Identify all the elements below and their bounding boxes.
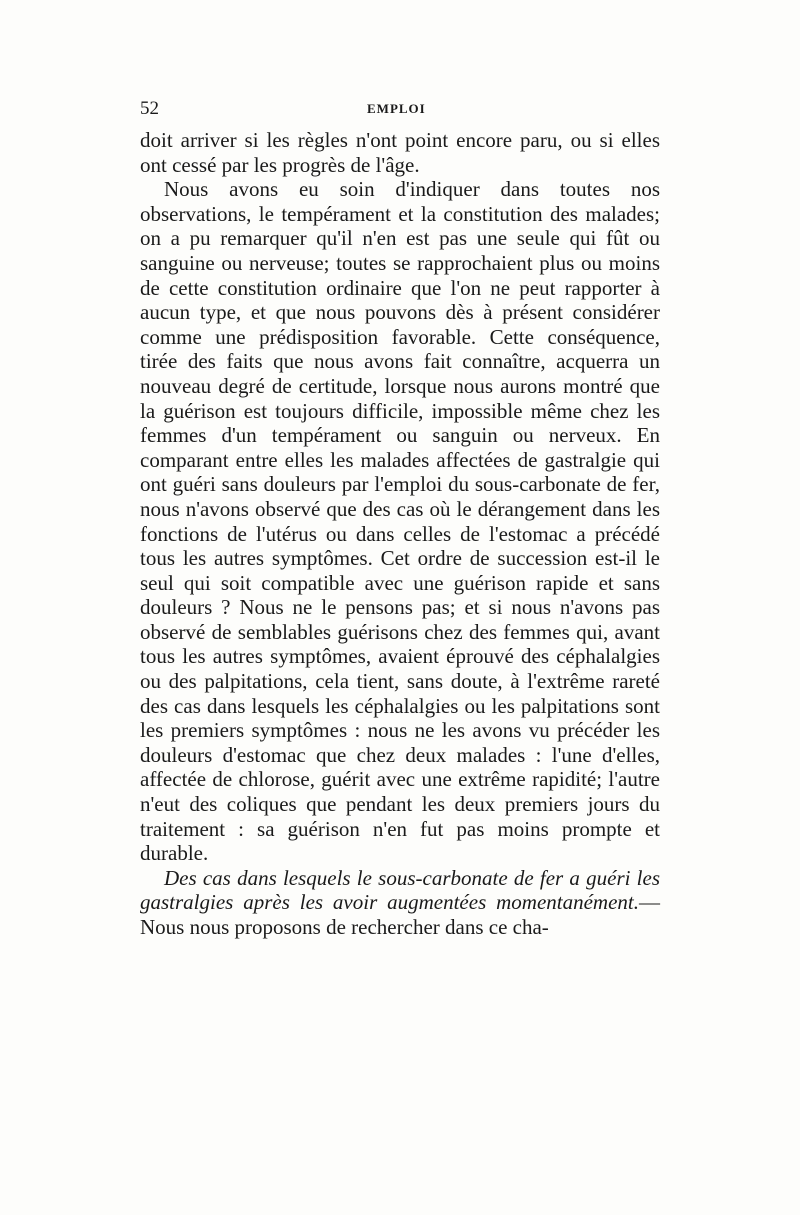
section-heading-italic: Des cas dans lesquels le sous-carbonate de fer a guéri les gastralgies après les avoir augmentées momentanément.	[140, 865, 660, 915]
paragraph-continuation: doit arriver si les règles n'ont point encore paru, ou si elles ont cessé par les progrès de l'âge.	[140, 128, 660, 177]
paragraph-observations: Nous avons eu soin d'indiquer dans toutes nos observations, le tempérament et la constitution des malades; on a pu remarquer qu'il n'en est pas une seule qui fût ou sanguine ou nerveuse; toutes se rapprochaient plus ou moins de cette constitution ordinaire que l'on ne peut rapporter à aucun type, et que nous pouvons dès à présent considérer comme une prédisposition favorable. Cette conséquence, tirée des faits que nous avons fait connaître, acquerra un nouveau degré de certitude, lorsque nous aurons montré que la guérison est toujours difficile, impossible même chez les femmes d'un tempérament ou sanguin ou nerveux. En comparant entre elles les malades affectées de gastralgie qui ont guéri sans douleurs par l'emploi du sous-carbonate de fer, nous n'avons observé que des cas où le dérangement dans les fonctions de l'utérus ou dans celles de l'estomac a précédé tous les autres symptômes. Cet ordre de succession est-il le seul qui soit compatible avec une guérison rapide et sans douleurs ? Nous ne le pensons pas; et si nous n'avons pas observé de semblables guérisons chez des femmes qui, avant tous les autres symptômes, avaient éprouvé des céphalalgies ou des palpitations, cela tient, sans doute, à l'extrême rareté des cas dans lesquels les céphalalgies ou les palpitations sont les premiers symptômes : nous ne les avons vu précéder les douleurs d'estomac que chez deux malades : l'une d'elles, affectée de chlorose, guérit avec une extrême rapidité; l'autre n'eut des coliques que pendant les deux premiers jours du traitement : sa guérison n'en fut pas moins prompte et durable.	[140, 177, 660, 866]
paragraph-section-start	[140, 866, 660, 940]
running-head	[140, 98, 660, 122]
body-text	[140, 128, 660, 940]
page-number: 52	[140, 98, 159, 119]
running-title: EMPLOI	[367, 101, 426, 116]
section-intro-text: —Nous nous proposons de rechercher dans ce cha-	[140, 890, 660, 939]
